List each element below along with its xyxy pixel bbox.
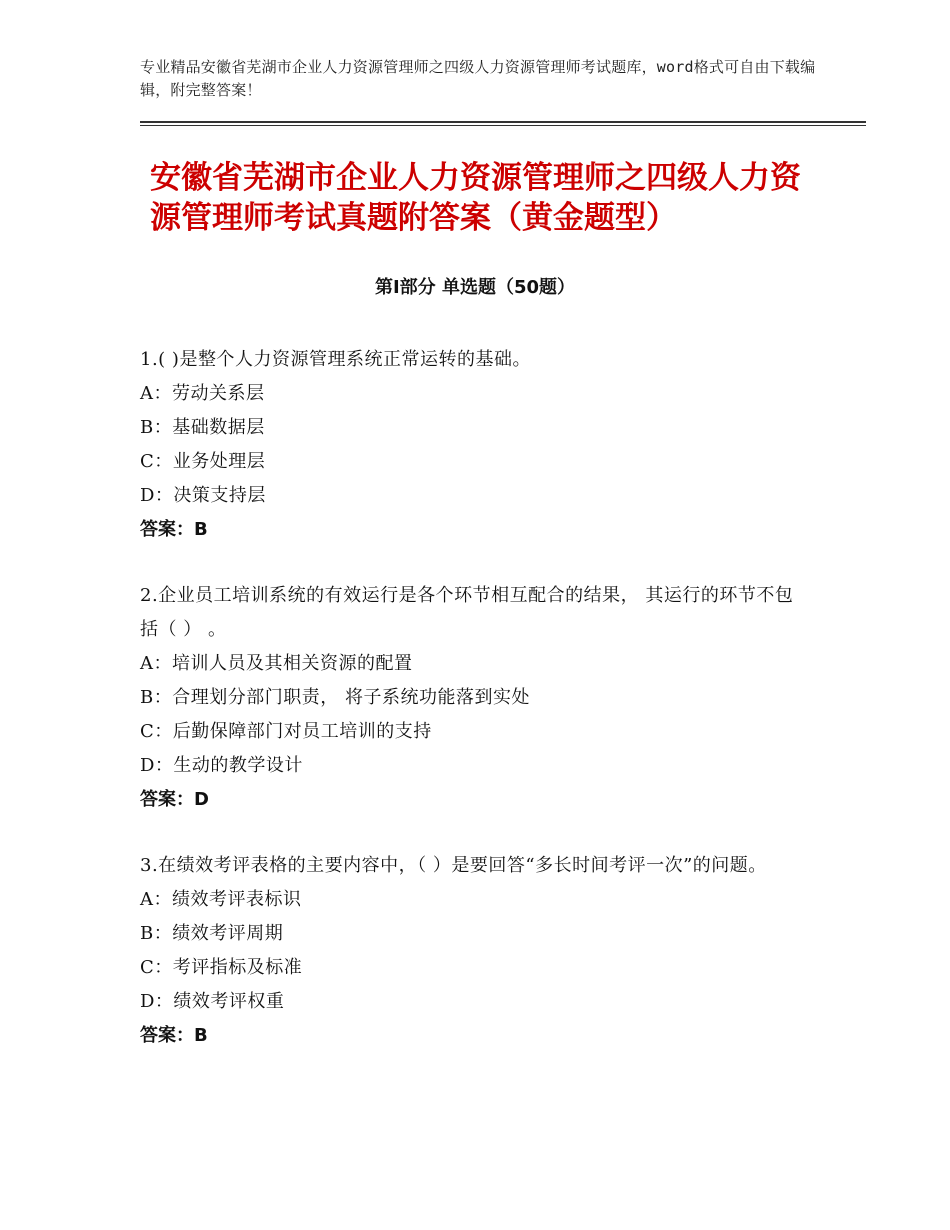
question-3 (140, 849, 810, 1053)
option-a: A：劳动关系层 (140, 383, 265, 404)
header-rule-thin (140, 125, 866, 126)
question-2 (140, 579, 810, 817)
section-title: 第Ⅰ部分 单选题（50题） (374, 277, 575, 298)
option-b: B：合理划分部门职责， 将子系统功能落到实处 (140, 687, 530, 708)
question-stem: 2.企业员工培训系统的有效运行是各个环节相互配合的结果， 其运行的环节不包括（ ） 。 (140, 585, 794, 640)
option-c: C：后勤保障部门对员工培训的支持 (140, 721, 432, 742)
option-c: C：考评指标及标准 (140, 957, 303, 978)
question-1 (140, 343, 810, 547)
header-note: 专业精品安徽省芜湖市企业人力资源管理师之四级人力资源管理师考试题库，word格式可自由下载编辑，附完整答案！ (140, 58, 816, 99)
option-b: B：绩效考评周期 (140, 923, 284, 944)
document-title: 安徽省芜湖市企业人力资源管理师之四级人力资源管理师考试真题附答案（黄金题型） (150, 160, 801, 236)
answer-text: 答案：B (140, 1025, 208, 1046)
question-stem: 1.( )是整个人力资源管理系统正常运转的基础。 (140, 349, 531, 370)
option-b: B：基础数据层 (140, 417, 265, 438)
question-list (140, 343, 810, 1085)
question-stem: 3.在绩效考评表格的主要内容中，（ ）是要回答“多长时间考评一次”的问题。 (140, 855, 767, 876)
answer-text: 答案：D (140, 789, 209, 810)
option-d: D：生动的教学设计 (140, 755, 303, 776)
option-a: A：绩效考评表标识 (140, 889, 302, 910)
option-a: A：培训人员及其相关资源的配置 (140, 653, 413, 674)
option-d: D：绩效考评权重 (140, 991, 285, 1012)
header-rule-thick (140, 121, 866, 123)
option-d: D：决策支持层 (140, 485, 266, 506)
answer-text: 答案：B (140, 519, 208, 540)
option-c: C：业务处理层 (140, 451, 266, 472)
